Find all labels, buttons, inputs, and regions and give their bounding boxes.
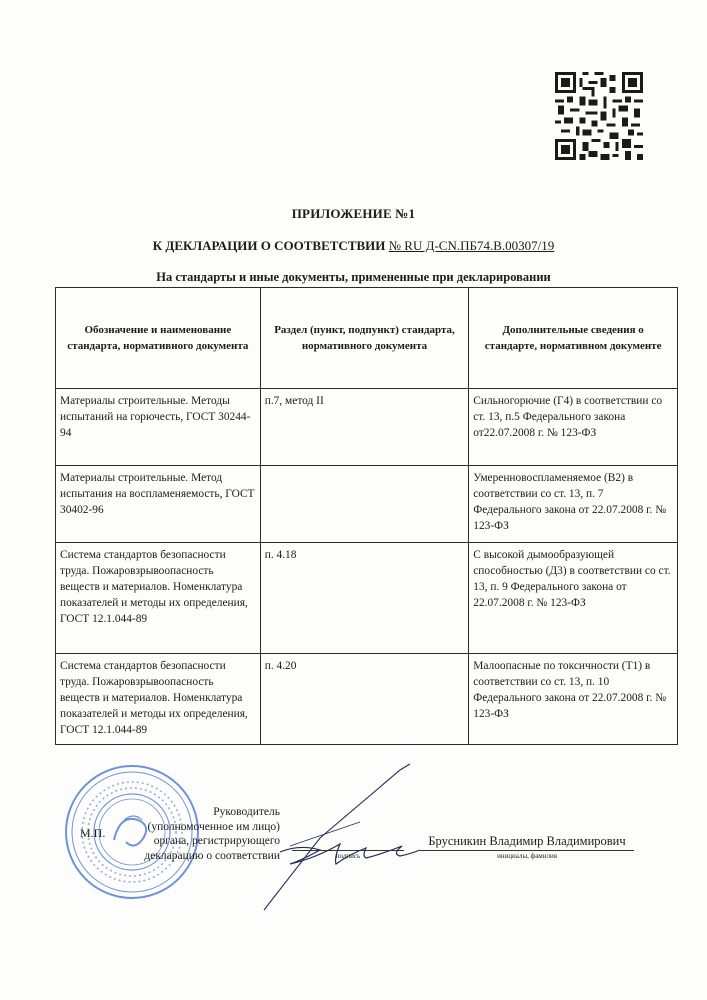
signatory-title-line: органа, регистрирующего — [153, 835, 280, 847]
cell-info: Сильногорючие (Г4) в соответствии со ст. 13, п.5 Федерального закона от22.07.2008 г. № 123-ФЗ — [469, 389, 678, 466]
cell-document: Система стандартов безопасности труда. Пожаровзрывоопасность веществ и материалов. Номенклатура показателей и методы их определения, ГОСТ 12.1.044-89 — [56, 543, 261, 654]
declaration-heading — [0, 238, 707, 254]
cell-document: Система стандартов безопасности труда. Пожаровзрывоопасность веществ и материалов. Номенклатура показателей и методы их определения, ГОСТ 12.1.044-89 — [56, 654, 261, 745]
signature-caption: подпись — [335, 852, 361, 860]
standards-subtitle: На стандарты и иные документы, примененные при декларировании — [156, 270, 551, 284]
column-header-info: Дополнительные сведения о стандарте, нормативном документе — [469, 288, 678, 389]
signature-line — [292, 850, 404, 851]
cell-section: п.7, метод II — [260, 389, 469, 466]
table-row — [56, 543, 678, 654]
seal-placeholder: М.П. — [80, 826, 106, 840]
name-caption: инициалы, фамилия — [497, 852, 557, 860]
cell-info: Умеренновоспламеняемое (В2) в соответствии со ст. 13, п. 7 Федерального закона от 22.07.2008 г. № 123-ФЗ — [469, 466, 678, 543]
declaration-prefix: К ДЕКЛАРАЦИИ О СООТВЕТСТВИИ — [152, 238, 386, 253]
signatory-title — [110, 805, 280, 863]
table-row — [56, 389, 678, 466]
standards-table — [55, 287, 678, 745]
cell-section: п. 4.20 — [260, 654, 469, 745]
signatory-title-line: (уполномоченное им лицо) — [147, 820, 280, 833]
cell-document: Материалы строительные. Метод испытания на воспламеняемость, ГОСТ 30402-96 — [56, 466, 261, 543]
column-header-section: Раздел (пункт, подпункт) стандарта, нормативного документа — [260, 288, 469, 389]
cell-info: С высокой дымообразующей способностью (Д3) в соответствии со ст. 13, п. 9 Федерального закона от 22.07.2008 г. № 123-ФЗ — [469, 543, 678, 654]
qr-code — [555, 72, 643, 160]
table-row — [56, 654, 678, 745]
table-header-row — [56, 288, 678, 389]
cell-info: Малоопасные по токсичности (Т1) в соответствии со ст. 13, п. 10 Федерального закона от 22.07.2008 г. № 123-ФЗ — [469, 654, 678, 745]
signatory-title-line: декларацию о соответствии — [144, 849, 280, 862]
declaration-number: № RU Д-CN.ПБ74.В.00307/19 — [388, 238, 555, 253]
cell-document: Материалы строительные. Методы испытаний на горючесть, ГОСТ 30244-94 — [56, 389, 261, 466]
signatory-title-line: Руководитель — [213, 806, 280, 818]
cell-section: п. 4.18 — [260, 543, 469, 654]
name-line — [420, 850, 634, 851]
cell-section — [260, 466, 469, 543]
appendix-title: ПРИЛОЖЕНИЕ №1 — [291, 206, 416, 221]
signature — [260, 760, 430, 920]
signatory-name: Брусникин Владимир Владимирович — [428, 834, 626, 848]
table-row — [56, 466, 678, 543]
column-header-document: Обозначение и наименование стандарта, нормативного документа — [56, 288, 261, 389]
